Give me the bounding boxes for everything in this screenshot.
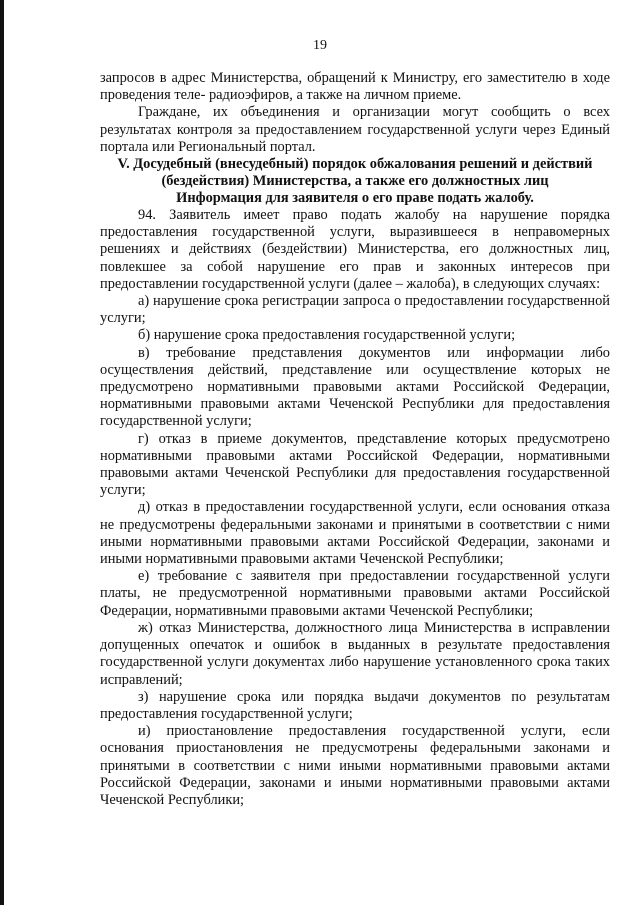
item-i: и) приостановление предоставления государственной услуги, если основания приостановления не предусмотрены федеральными законами и принятыми в соответствии с ними иными нормативными правовыми актами Российской Федерации, законами и иными нормативными правовыми актами Чеченской Республики;	[100, 723, 610, 808]
scan-edge-border	[0, 0, 4, 905]
page-number: 19	[313, 38, 327, 53]
item-v: в) требование представления документов или информации либо осуществления действий, представление или осуществление которых не предусмотрено нормативными правовыми актами Российской Федерации, нормативными правовыми актами Чеченской Республики для предоставления государственной услуги;	[100, 344, 610, 430]
item-d: д) отказ в предоставлении государственной услуги, если основания отказа не предусмотрены федеральными законами и принятыми в соответствии с ними иными нормативными правовыми актами Российской Федерации, законами и иными нормативными правовыми актами Чеченской Республики;	[100, 499, 610, 568]
paragraph-continuation: запросов в адрес Министерства, обращений к Министру, его заместителю в ходе проведения теле- радиоэфиров, а также на личном приеме.	[100, 70, 610, 104]
item-e: е) требование с заявителя при предоставлении государственной услуги платы, не предусмотренной нормативными правовыми актами Российской Федерации, нормативными правовыми актами Чеченской Республики;	[100, 568, 610, 619]
section-heading: V. Досудебный (внесудебный) порядок обжалования решений и действий (бездействия) Министерства, а также его должностных лиц	[117, 156, 593, 190]
paragraph-citizens-report: Граждане, их объединения и организации могут сообщить о всех результатах контроля за предоставлением государственной услуги через Единый портала или Региональный портал.	[100, 104, 610, 155]
item-a: а) нарушение срока регистрации запроса о предоставлении государственной услуги;	[100, 293, 610, 327]
item-b: б) нарушение срока предоставления государственной услуги;	[138, 327, 516, 344]
item-z: з) нарушение срока или порядка выдачи документов по результатам предоставления государственной услуги;	[100, 688, 610, 722]
item-zh: ж) отказ Министерства, должностного лица Министерства в исправлении допущенных опечаток и ошибок в выданных в результате предоставления государственной услуги документах либо нарушение установленного срока таких исправлений;	[100, 619, 610, 688]
document-body	[100, 70, 610, 809]
section-subheading: Информация для заявителя о его праве подать жалобу.	[176, 190, 534, 207]
item-g: г) отказ в приеме документов, представление которых предусмотрено нормативными правовыми актами Российской Федерации, нормативными правовыми актами Чеченской Республики для предоставления государственной услуги;	[100, 430, 610, 499]
item-94: 94. Заявитель имеет право подать жалобу на нарушение порядка предоставления государственной услуги, выразившееся в неправомерных решениях и действиях (бездействии) Министерства, его должностных лиц, повлекшее за собой нарушение его прав и законных интересов при предоставлении государственной услуги (далее – жалоба), в следующих случаях:	[100, 207, 610, 292]
